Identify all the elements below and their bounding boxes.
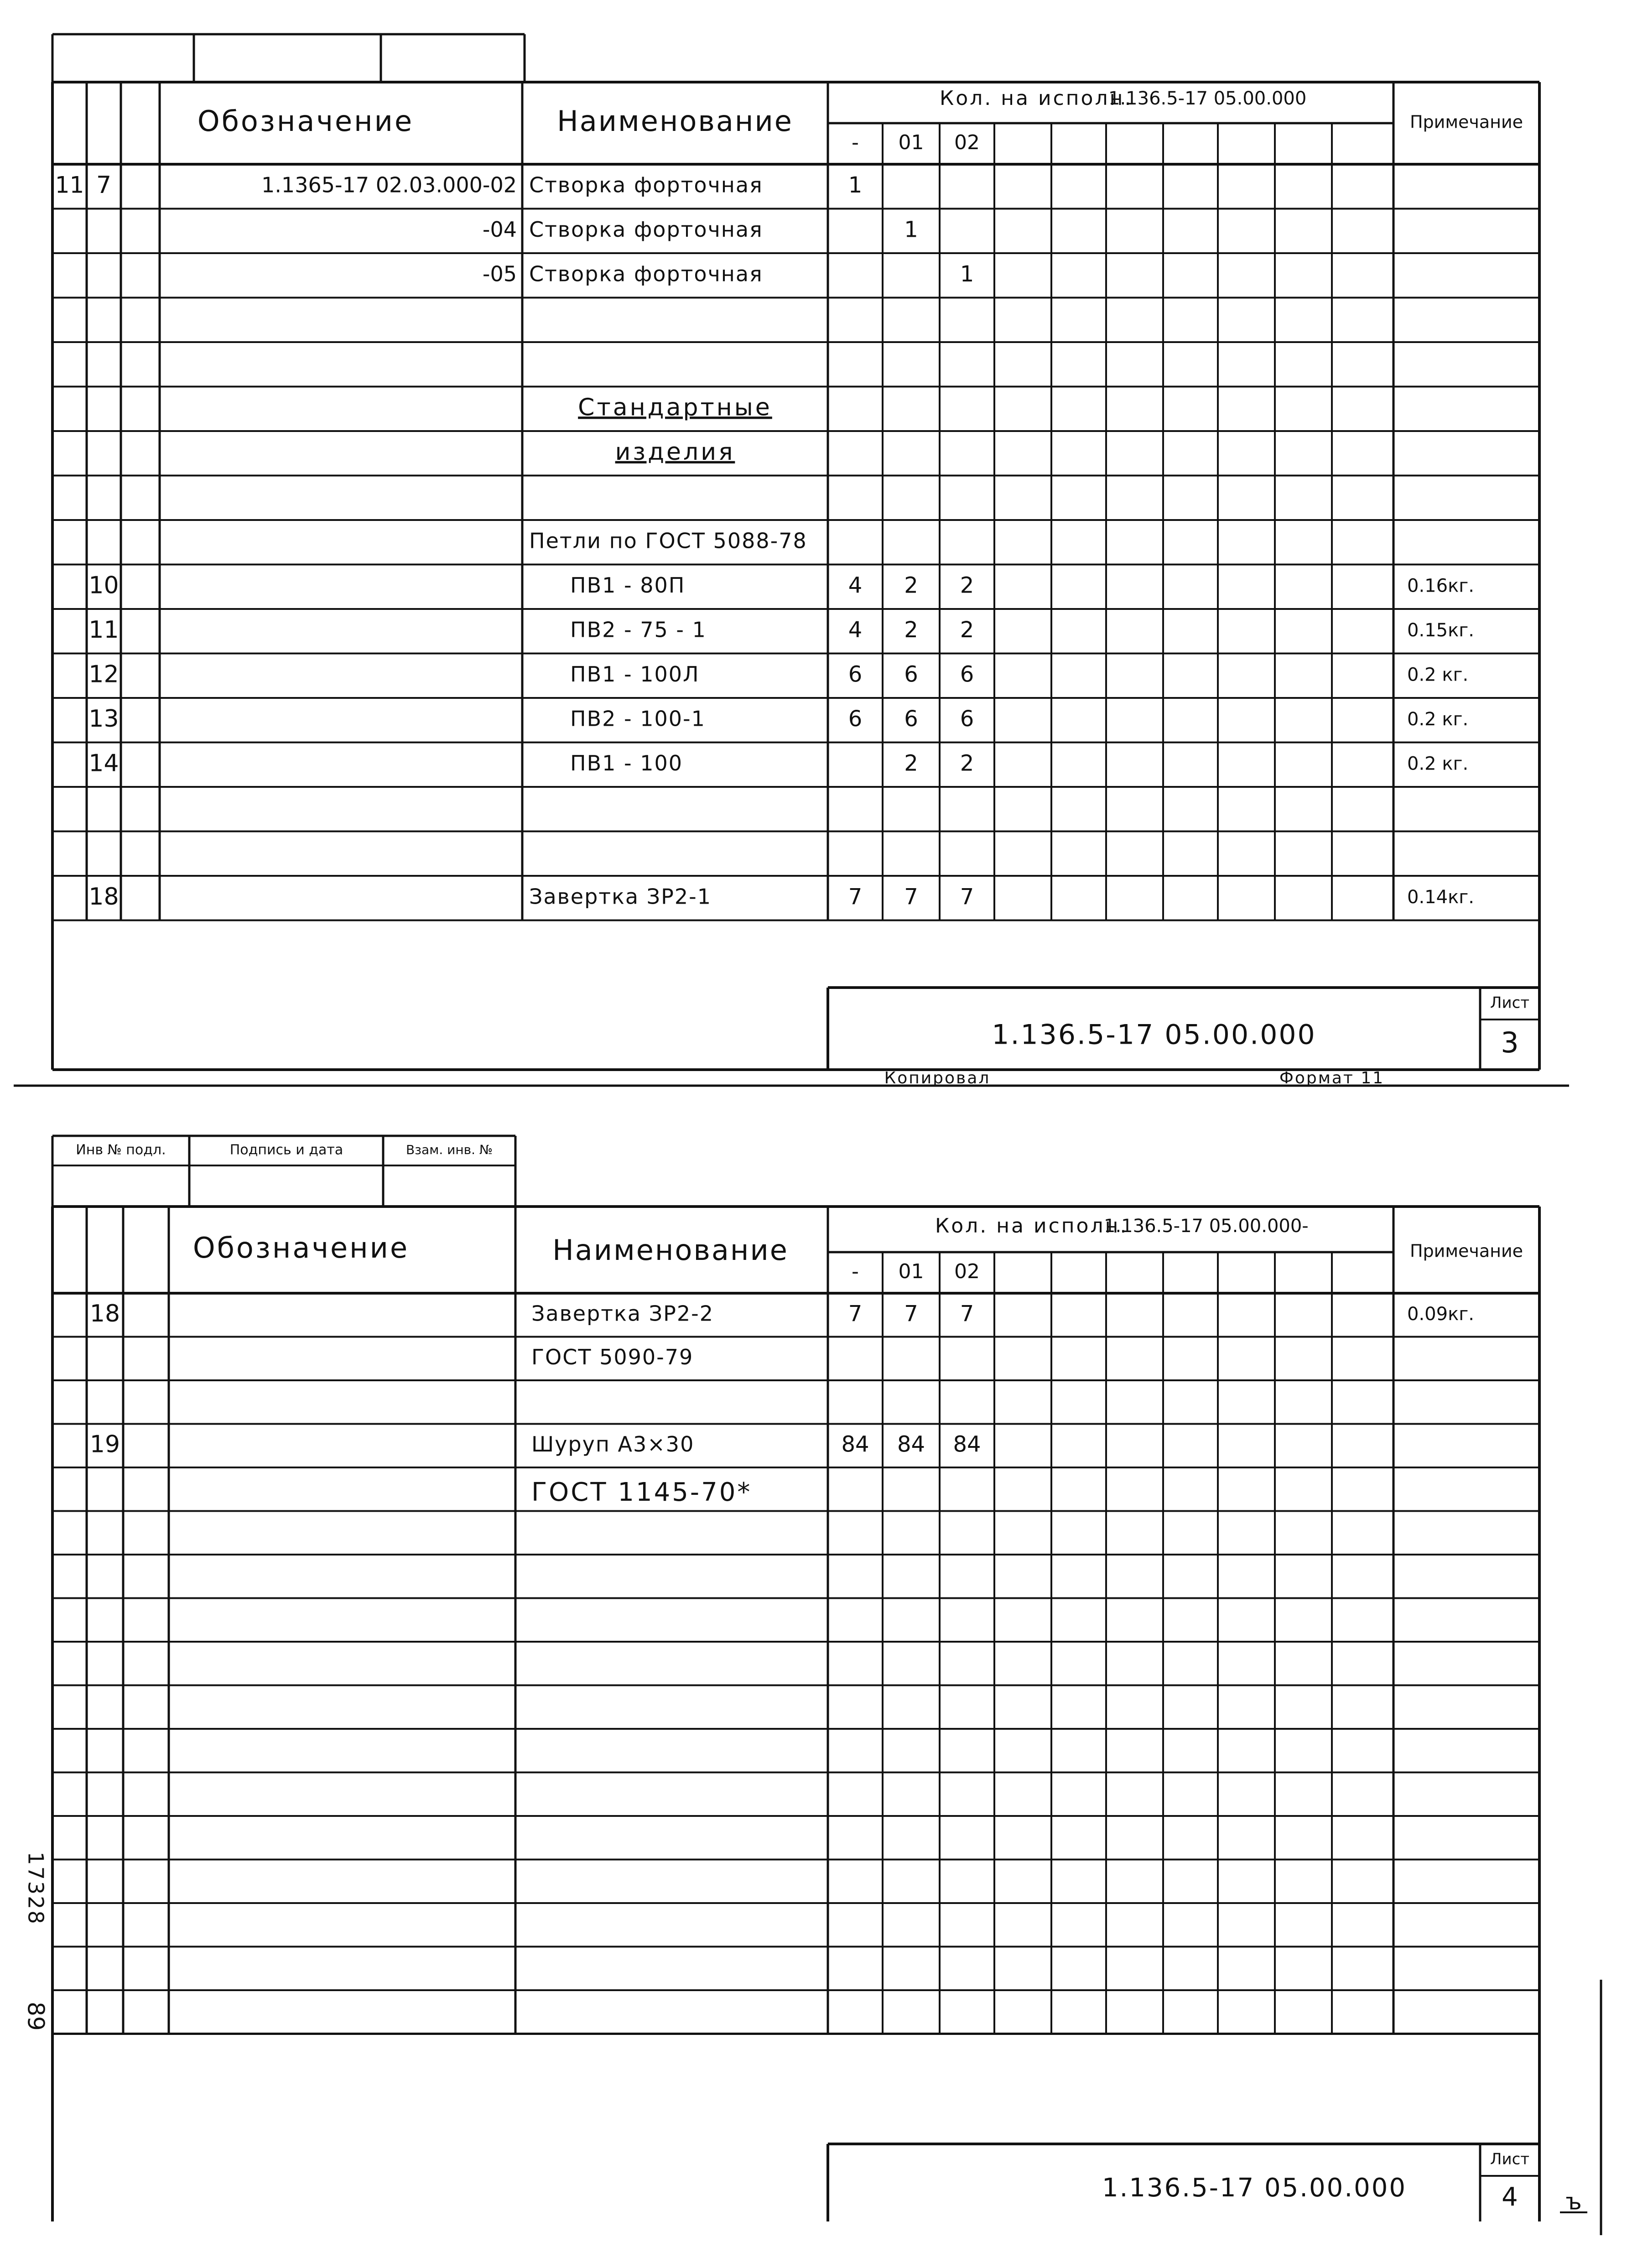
row-quantity: 7 [848, 884, 863, 910]
row-note: 0.16кг. [1407, 575, 1474, 597]
row-quantity: 7 [904, 884, 918, 910]
row-name: Петли по ГОСТ 5088-78 [529, 528, 807, 553]
sheet-label: Лист [1490, 2150, 1530, 2169]
row-name: ПВ2 - 100-1 [570, 706, 706, 731]
row-name: Завертка ЗР2-1 [529, 884, 712, 909]
side-mark-number: 17328 [23, 1852, 48, 1925]
sheet-number: 3 [1501, 1026, 1519, 1060]
header-qty-col: 02 [954, 1260, 980, 1283]
row-note: 0.2 кг. [1407, 708, 1469, 730]
row-position: 10 [88, 572, 119, 599]
header-quantity: Кол. на исполн. [940, 87, 1133, 110]
header-note: Примечание [1409, 1241, 1523, 1261]
row-quantity: 2 [960, 572, 974, 598]
row-quantity: 2 [904, 572, 918, 598]
document-code: 1.136.5-17 05.00.000 [1102, 2173, 1407, 2203]
row-quantity: 6 [904, 661, 918, 687]
row-note: 0.09кг. [1407, 1303, 1474, 1325]
row-quantity: 2 [960, 750, 974, 776]
row-quantity: 1 [960, 261, 974, 287]
header-qty-col: 01 [898, 1260, 924, 1283]
row-position: 14 [88, 749, 119, 777]
row-quantity: 2 [960, 617, 974, 643]
row-quantity: 4 [848, 617, 863, 643]
row-position: 11 [88, 616, 119, 644]
side-mark-number: 89 [22, 2002, 49, 2031]
row-name: ПВ1 - 100Л [570, 661, 700, 687]
row-quantity: 6 [848, 706, 863, 732]
header-designation: Обозначение [192, 1231, 410, 1265]
row-position: 18 [88, 883, 119, 910]
row-quantity: 1 [904, 217, 918, 243]
header-designation: Обозначение [197, 104, 414, 138]
row-quantity: 6 [904, 706, 918, 732]
header-qty-col: - [852, 1260, 859, 1283]
row-quantity: 7 [960, 884, 974, 910]
row-name: ГОСТ 1145-70* [531, 1477, 752, 1507]
row-zone: 11 [55, 172, 84, 198]
row-name: Створка форточная [529, 172, 763, 198]
row-position: 18 [89, 1300, 120, 1327]
row-quantity: 7 [848, 1300, 863, 1326]
row-name: Створка форточная [529, 261, 763, 286]
header-quantity-code: 1.136.5-17 05.00.000 [1108, 88, 1307, 109]
spec-sheet-3 [14, 34, 1569, 1087]
header-name: Наименование [557, 104, 793, 138]
row-note: 0.2 кг. [1407, 664, 1469, 686]
row-quantity: 2 [904, 617, 918, 643]
header-qty-col: - [852, 131, 859, 154]
row-quantity: 84 [841, 1431, 869, 1457]
row-name: Шуруп А3×30 [531, 1431, 695, 1457]
stamp-inventory-number: Инв № подл. [76, 1142, 166, 1158]
row-name: Створка форточная [529, 217, 763, 242]
header-quantity: Кол. на исполн. [935, 1214, 1128, 1238]
row-quantity: 4 [848, 572, 863, 598]
row-position: 7 [96, 171, 112, 199]
spec-sheet-4 [23, 1136, 1601, 2235]
header-name: Наименование [552, 1233, 789, 1267]
header-qty-col: 01 [898, 131, 924, 154]
row-name: ПВ2 - 75 - 1 [570, 617, 707, 642]
section-heading: Стандартные [578, 394, 772, 421]
row-note: 0.14кг. [1407, 886, 1474, 908]
corner-mark: ъ [1565, 2188, 1582, 2215]
footer-format: Формат 11 [1279, 1069, 1385, 1087]
row-name: ГОСТ 5090-79 [531, 1344, 694, 1369]
row-name: Завертка ЗР2-2 [531, 1301, 714, 1326]
row-designation: -04 [482, 217, 517, 242]
sheet-label: Лист [1490, 994, 1530, 1012]
row-quantity: 2 [904, 750, 918, 776]
header-quantity-code: 1.136.5-17 05.00.000- [1104, 1216, 1309, 1237]
row-note: 0.15кг. [1407, 619, 1474, 641]
row-designation: -05 [482, 261, 517, 286]
row-quantity: 7 [904, 1300, 918, 1326]
row-quantity: 1 [848, 172, 863, 198]
row-quantity: 84 [953, 1431, 981, 1457]
stamp-signature-date: Подпись и дата [229, 1142, 343, 1158]
sheet-number: 4 [1502, 2182, 1518, 2212]
row-name: ПВ1 - 100 [570, 750, 683, 775]
footer-copied: Копировал [884, 1069, 991, 1087]
row-name: ПВ1 - 80П [570, 572, 686, 598]
row-position: 19 [89, 1431, 120, 1458]
row-quantity: 7 [960, 1300, 974, 1326]
row-designation: 1.1365-17 02.03.000-02 [261, 172, 517, 198]
section-heading: изделия [615, 438, 735, 466]
document-code: 1.136.5-17 05.00.000 [992, 1019, 1316, 1051]
row-position: 13 [88, 705, 119, 733]
row-quantity: 6 [848, 661, 863, 687]
header-note: Примечание [1409, 112, 1523, 132]
header-qty-col: 02 [954, 131, 980, 154]
row-position: 12 [88, 661, 119, 688]
row-note: 0.2 кг. [1407, 753, 1469, 775]
row-quantity: 6 [960, 661, 974, 687]
stamp-replaced-inventory: Взам. инв. № [405, 1142, 493, 1157]
row-quantity: 84 [897, 1431, 925, 1457]
row-quantity: 6 [960, 706, 974, 732]
